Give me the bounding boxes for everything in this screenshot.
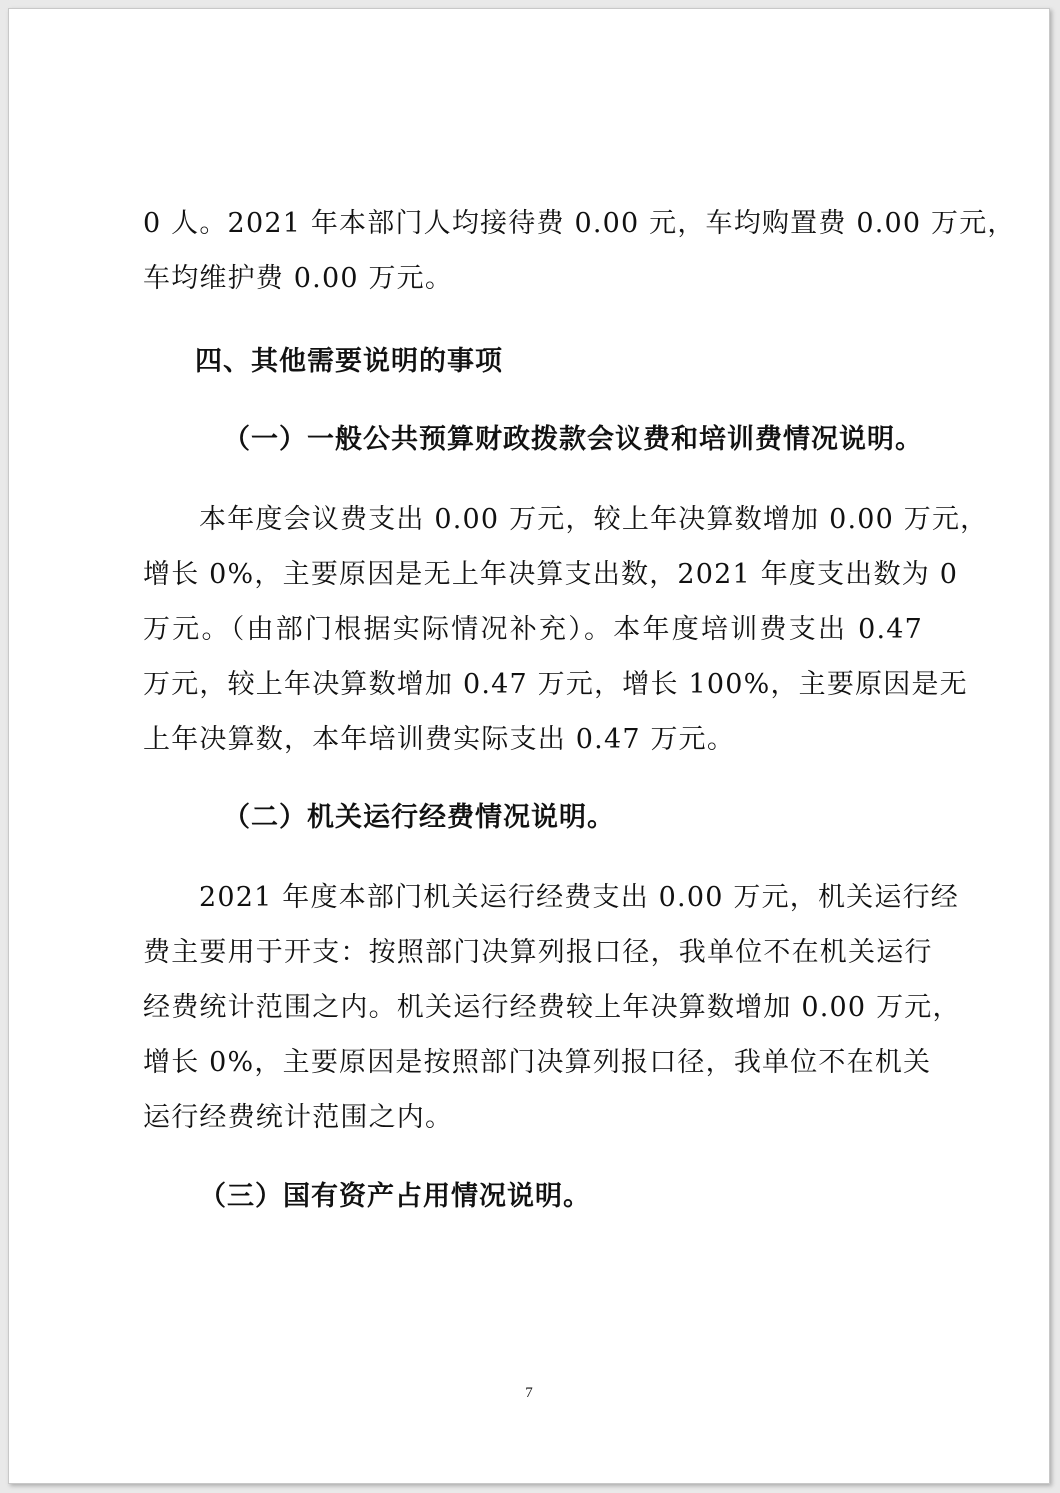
paragraph-line: 增长 0%，主要原因是按照部门决算列报口径，我单位不在机关 [143, 1047, 932, 1078]
subsection-heading: （三）国有资产占用情况说明。 [199, 1181, 591, 1212]
paragraph-line: 0 人。2021 年本部门人均接待费 0.00 元，车均购置费 0.00 万元， [143, 208, 1016, 239]
paragraph-line: 运行经费统计范围之内。 [143, 1102, 454, 1133]
paragraph-line: 2021 年度本部门机关运行经费支出 0.00 万元，机关运行经 [199, 882, 959, 913]
paragraph-line: 万元，较上年决算数增加 0.47 万元，增长 100%，主要原因是无 [143, 669, 968, 700]
paragraph-line: 增长 0%，主要原因是无上年决算支出数，2021 年度支出数为 0 [143, 559, 959, 590]
paragraph-line: 本年度会议费支出 0.00 万元，较上年决算数增加 0.00 万元， [199, 504, 989, 535]
document-page [8, 8, 1050, 1484]
paragraph-line: 万元。（由部门根据实际情况补充）。本年度培训费支出 0.47 [143, 614, 923, 645]
paragraph-line: 车均维护费 0.00 万元。 [143, 263, 454, 294]
page-number: 7 [525, 1385, 533, 1401]
paragraph-line: 上年决算数，本年培训费实际支出 0.47 万元。 [143, 724, 736, 755]
subsection-heading: （一）一般公共预算财政拨款会议费和培训费情况说明。 [223, 424, 923, 455]
subsection-heading: （二）机关运行经费情况说明。 [223, 802, 615, 833]
paragraph-line: 费主要用于开支：按照部门决算列报口径，我单位不在机关运行 [143, 937, 933, 968]
paragraph-line: 经费统计范围之内。机关运行经费较上年决算数增加 0.00 万元， [143, 992, 961, 1023]
section-heading: 四、其他需要说明的事项 [195, 346, 503, 377]
